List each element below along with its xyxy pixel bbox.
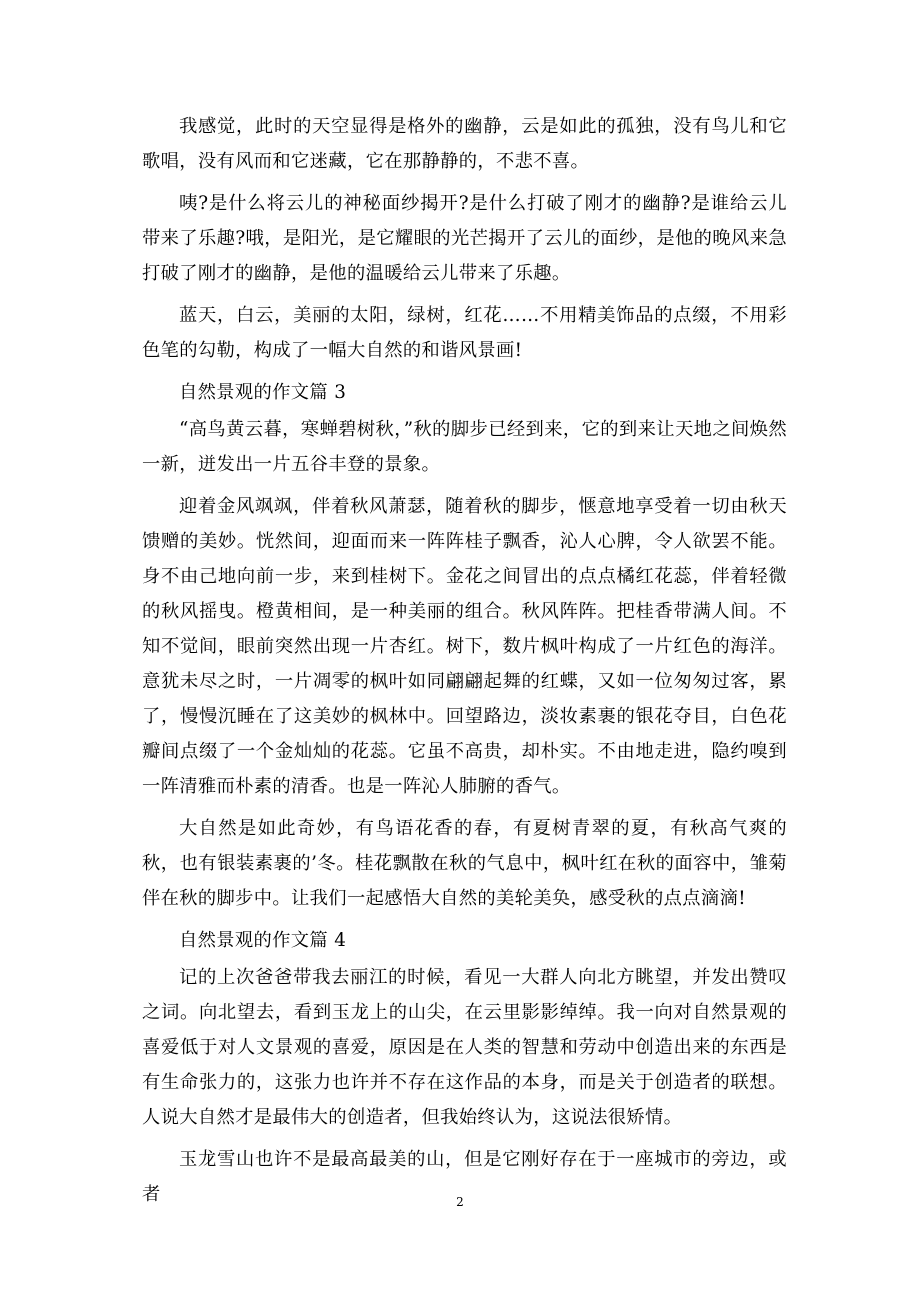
paragraph-3: 蓝天，白云，美丽的太阳，绿树，红花……不用精美饰品的点缀，不用彩色笔的勾勒，构成了一幅大自然的和谐风景画!: [142, 305, 787, 361]
paragraph-2: 咦?是什么将云儿的神秘面纱揭开?是什么打破了刚才的幽静?是谁给云儿带来了乐趣?哦，是阳光，是它耀眼的光芒揭开了云儿的面纱，是他的晚风来急打破了刚才的幽静，是他的温暖给云儿带来了乐趣。: [142, 193, 787, 284]
paragraph-6: 大自然是如此奇妙，有鸟语花香的春，有夏树青翠的夏，有秋高气爽的秋，也有银装素裹的’冬。桂花飘散在秋的气息中，枫叶红在秋的面容中，雏菊伴在秋的脚步中。让我们一起感悟大自然的美轮美奂，感受秋的点点滴滴!: [142, 818, 787, 909]
paragraph-4: “高鸟黄云暮，寒蝉碧树秋，”秋的脚步已经到来，它的到来让天地之间焕然一新，迸发出一片五谷丰登的景象。: [142, 419, 787, 475]
paragraph-8: 玉龙雪山也许不是最高最美的山，但是它刚好存在于一座城市的旁边，或者: [142, 1149, 787, 1205]
section-heading-3: 自然景观的作文篇 3: [179, 382, 347, 403]
paragraph-7: 记的上次爸爸带我去丽江的时候，看见一大群人向北方眺望，并发出赞叹之词。向北望去，看到玉龙上的山尖，在云里影影绰绰。我一向对自然景观的喜爱低于对人文景观的喜爱，原因是在人类的智慧和劳动中创造出来的东西是有生命张力的，这张力也许并不存在这作品的本身，而是关于创造者的联想。人说大自然才是最伟大的创造者，但我始终认为，这说法很矫情。: [142, 967, 787, 1128]
document-body: [142, 109, 787, 1219]
section-heading-4: 自然景观的作文篇 4: [179, 930, 347, 951]
paragraph-1: 我感觉，此时的天空显得是格外的幽静，云是如此的孤独，没有鸟儿和它歌唱，没有风而和它迷藏，它在那静静的，不悲不喜。: [142, 116, 787, 172]
paragraph-5: 迎着金风飒飒，伴着秋风萧瑟，随着秋的脚步，惬意地享受着一切由秋天馈赠的美妙。恍然间，迎面而来一阵阵桂子飘香，沁人心脾，令人欲罢不能。身不由己地向前一步，来到桂树下。金花之间冒出的点点橘红花蕊，伴着轻微的秋风摇曳。橙黄相间，是一种美丽的组合。秋风阵阵。把桂香带满人间。不知不觉间，眼前突然出现一片杏红。树下，数片枫叶构成了一片红色的海洋。意犹未尽之时，一片凋零的枫叶如同翩翩起舞的红蝶，又如一位匆匆过客，累了，慢慢沉睡在了这美妙的枫林中。回望路边，淡妆素裹的银花夺目，白色花瓣间点缀了一个金灿灿的花蕊。它虽不高贵，却朴实。不由地走进，隐约嗅到一阵清雅而朴素的清香。也是一阵沁人肺腑的香气。: [142, 496, 787, 797]
page-number: 2: [456, 1195, 464, 1209]
